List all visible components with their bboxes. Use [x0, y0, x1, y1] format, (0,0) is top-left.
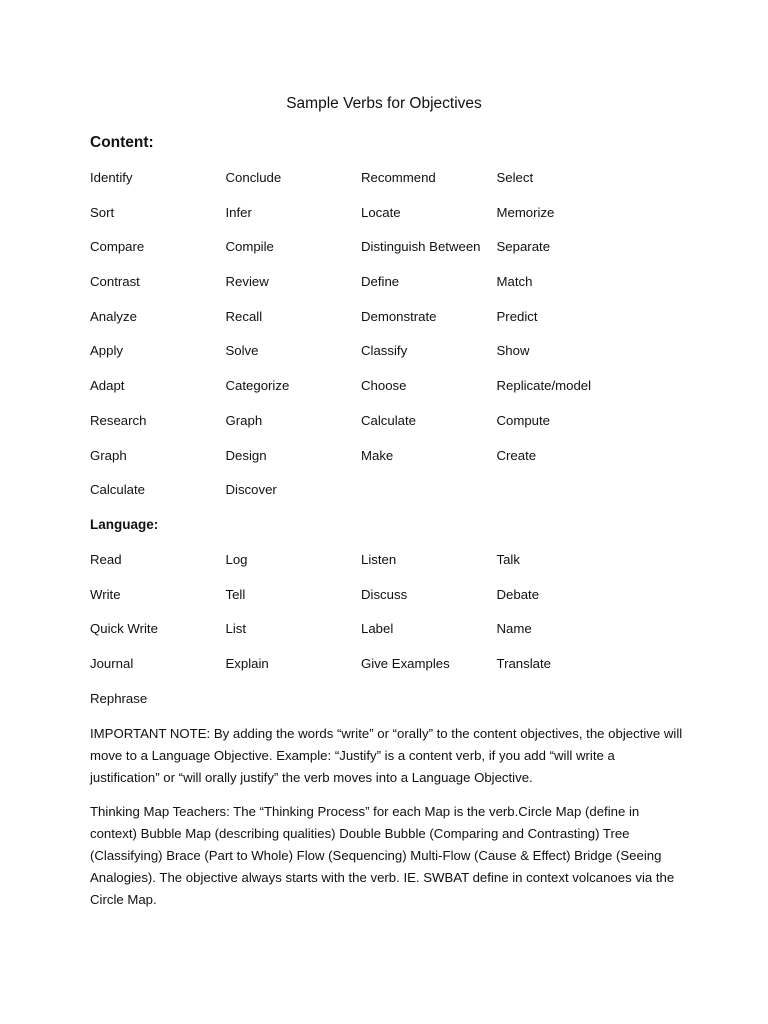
- verb-cell: Give Examples: [361, 656, 450, 672]
- verb-cell: Rephrase: [90, 690, 148, 706]
- language-heading: Language:: [90, 517, 159, 532]
- verb-cell: Talk: [496, 552, 520, 567]
- verb-cell: Memorize: [496, 204, 555, 220]
- verb-cell: Log: [225, 552, 248, 567]
- verb-cell: Compare: [90, 239, 145, 255]
- verb-cell: Review: [225, 274, 269, 290]
- verb-cell: Debate: [496, 586, 540, 602]
- verb-cell: Identify: [90, 170, 133, 185]
- verb-cell: Research: [90, 412, 147, 428]
- content-verbs-table: [90, 169, 650, 516]
- page-title: Sample Verbs for Objectives: [286, 95, 482, 112]
- verb-cell: Contrast: [90, 274, 140, 290]
- language-verbs-table: [90, 551, 650, 724]
- verb-cell: Graph: [225, 412, 263, 428]
- verb-cell: Choose: [361, 378, 407, 394]
- verb-cell: Replicate/model: [496, 378, 592, 394]
- table-row: [90, 447, 650, 482]
- verb-cell: Separate: [496, 239, 551, 255]
- table-row: [90, 586, 650, 621]
- verb-cell: Calculate: [361, 412, 416, 428]
- verb-cell: Design: [225, 447, 267, 463]
- verb-cell: Discover: [225, 482, 277, 498]
- verb-cell: Explain: [225, 656, 269, 672]
- verb-cell: Translate: [496, 656, 551, 672]
- verb-cell: Read: [90, 552, 122, 567]
- content-heading: Content:: [90, 134, 154, 151]
- table-row: [90, 551, 650, 586]
- verb-cell: Select: [496, 170, 534, 185]
- verb-cell: Calculate: [90, 482, 145, 498]
- verb-cell: Quick Write: [90, 621, 158, 637]
- verb-cell: Solve: [225, 343, 259, 359]
- table-row: [90, 169, 650, 204]
- table-row: [90, 238, 650, 273]
- table-row: [90, 204, 650, 239]
- table-row: [90, 308, 650, 343]
- verb-cell: Infer: [225, 204, 252, 220]
- verb-cell: Define: [361, 274, 400, 290]
- important-note-paragraph: IMPORTANT NOTE: By adding the words “write” or “orally” to the content objectives, the objective will move to a Language Objective. Example: “Justify” is a content verb, if you add “will write a justification” or “will orally justify” the verb moves into a Language Objective.: [90, 726, 683, 785]
- verb-cell: Conclude: [225, 170, 282, 185]
- verb-cell: Compute: [496, 412, 551, 428]
- verb-cell: Adapt: [90, 378, 125, 394]
- verb-cell: Compile: [225, 239, 274, 255]
- thinking-map-paragraph: Thinking Map Teachers: The “Thinking Process” for each Map is the verb.Circle Map (define in context) Bubble Map (describing qualities) Double Bubble (Comparing and Contrasting) Tree (Classifying) Brace (Part to Whole) Flow (Sequencing) Multi-Flow (Cause & Effect) Bridge (Seeing Analogies). The objective always starts with the verb. IE. SWBAT define in context volcanoes via the Circle Map.: [90, 804, 675, 907]
- table-row: [90, 273, 650, 308]
- table-row: [90, 412, 650, 447]
- table-row: [90, 342, 650, 377]
- verb-cell: Make: [361, 447, 394, 463]
- table-row: [90, 655, 650, 690]
- verb-cell: Listen: [361, 552, 397, 567]
- verb-cell: Name: [496, 621, 532, 637]
- verb-cell: Analyze: [90, 308, 137, 324]
- verb-cell: Show: [496, 343, 530, 359]
- verb-cell: Categorize: [225, 378, 290, 394]
- verb-cell: Distinguish Between: [361, 239, 481, 255]
- verb-cell: Tell: [225, 586, 246, 602]
- table-row: [90, 620, 650, 655]
- verb-cell: Graph: [90, 447, 127, 463]
- verb-cell: Match: [496, 274, 533, 290]
- verb-cell: Write: [90, 586, 121, 602]
- verb-cell: List: [225, 621, 247, 637]
- table-row: [90, 690, 650, 725]
- verb-cell: Discuss: [361, 586, 408, 602]
- verb-cell: Sort: [90, 204, 115, 220]
- verb-cell: Classify: [361, 343, 408, 359]
- verb-cell: Demonstrate: [361, 308, 437, 324]
- verb-cell: Create: [496, 447, 537, 463]
- table-row: [90, 481, 650, 516]
- table-row: [90, 377, 650, 412]
- verb-cell: Recall: [225, 308, 263, 324]
- verb-cell: Journal: [90, 656, 134, 672]
- verb-cell: Label: [361, 621, 394, 637]
- verb-cell: Locate: [361, 204, 401, 220]
- verb-cell: Recommend: [361, 170, 436, 185]
- verb-cell: Apply: [90, 343, 123, 359]
- verb-cell: Predict: [496, 308, 538, 324]
